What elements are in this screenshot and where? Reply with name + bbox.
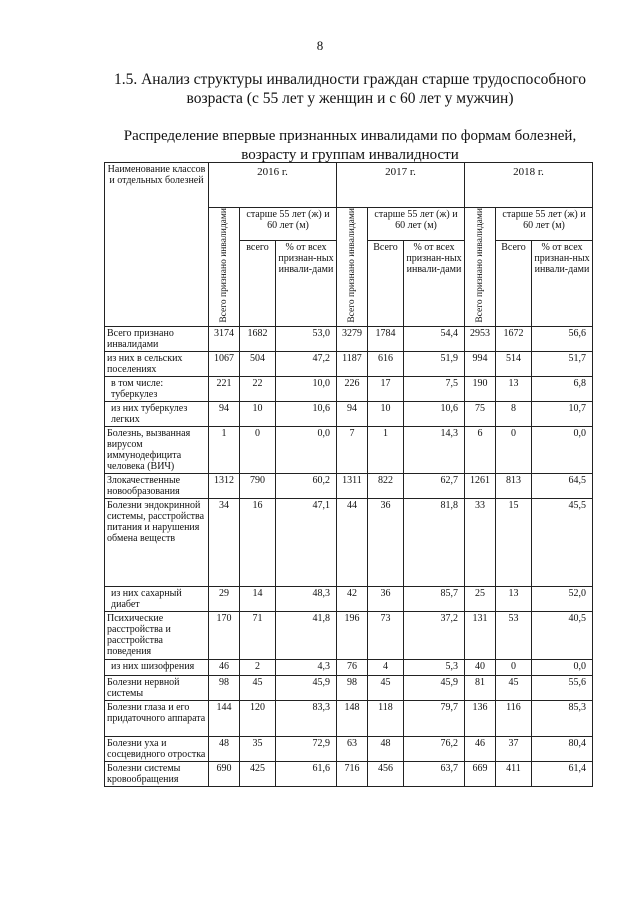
row-name: Болезни нервной системы [105,675,209,700]
table-title-line-1: Распределение впервые признанных инвалидами по формам болезней, [123,128,577,144]
value-cell: 44 [337,498,368,586]
value-cell: 33 [465,498,496,586]
row-name: Всего признано инвалидами [105,326,209,351]
pct-cell: 10,0 [276,376,337,401]
pct-cell: 41,8 [276,611,337,659]
header-older-2018: старше 55 лет (ж) и 60 лет (м) [496,208,593,241]
value-cell: 40 [465,659,496,675]
row-name: Болезни эндокринной системы, расстройства питания и нарушения обмена веществ [105,498,209,586]
value-cell: 2953 [465,326,496,351]
pct-cell: 53,0 [276,326,337,351]
header-all-2017: Всего [368,241,404,326]
table-row [105,376,593,401]
header-row-years [105,163,593,208]
value-cell: 34 [209,498,240,586]
header-older-2017: старше 55 лет (ж) и 60 лет (м) [368,208,465,241]
value-cell: 71 [240,611,276,659]
table-row [105,426,593,473]
value-cell: 1311 [337,473,368,498]
pct-cell: 85,7 [404,586,465,611]
pct-cell: 0,0 [532,426,593,473]
value-cell: 2 [240,659,276,675]
value-cell: 94 [337,401,368,426]
row-name: Болезни глаза и его придаточного аппарата [105,700,209,736]
pct-cell: 10,7 [532,401,593,426]
pct-cell: 83,3 [276,700,337,736]
row-name: из них в сельских поселениях [105,351,209,376]
value-cell: 1 [209,426,240,473]
value-cell: 1312 [209,473,240,498]
value-cell: 15 [496,498,532,586]
table-row [105,700,593,736]
value-cell: 81 [465,675,496,700]
value-cell: 690 [209,761,240,786]
value-cell: 425 [240,761,276,786]
pct-cell: 51,9 [404,351,465,376]
value-cell: 136 [465,700,496,736]
pct-cell: 60,2 [276,473,337,498]
pct-cell: 45,5 [532,498,593,586]
value-cell: 25 [465,586,496,611]
value-cell: 1261 [465,473,496,498]
value-cell: 994 [465,351,496,376]
pct-cell: 47,2 [276,351,337,376]
value-cell: 10 [368,401,404,426]
pct-cell: 81,8 [404,498,465,586]
value-cell: 45 [496,675,532,700]
pct-cell: 45,9 [276,675,337,700]
pct-cell: 7,5 [404,376,465,401]
value-cell: 1 [368,426,404,473]
value-cell: 411 [496,761,532,786]
table-row [105,761,593,786]
table-title [100,127,600,165]
row-name: Болезнь, вызванная вирусом иммунодефицита человека (ВИЧ) [105,426,209,473]
section-title [90,70,610,108]
value-cell: 190 [465,376,496,401]
header-all-2018: Всего [496,241,532,326]
table-row [105,586,593,611]
value-cell: 36 [368,498,404,586]
value-cell: 14 [240,586,276,611]
disability-table [104,162,593,787]
pct-cell: 61,4 [532,761,593,786]
value-cell: 6 [465,426,496,473]
value-cell: 790 [240,473,276,498]
value-cell: 73 [368,611,404,659]
pct-cell: 5,3 [404,659,465,675]
value-cell: 3279 [337,326,368,351]
pct-cell: 63,7 [404,761,465,786]
row-name: из них шизофрения [105,659,209,675]
value-cell: 3174 [209,326,240,351]
table-row [105,659,593,675]
pct-cell: 51,7 [532,351,593,376]
page-number: 8 [316,38,324,53]
pct-cell: 64,5 [532,473,593,498]
table-row [105,351,593,376]
header-pct-2016: % от всех признан-ных инвали-дами [276,241,337,326]
header-name-col: Наименование классов и отдельных болезней [105,163,209,327]
pct-cell: 79,7 [404,700,465,736]
value-cell: 13 [496,376,532,401]
pct-cell: 56,6 [532,326,593,351]
value-cell: 94 [209,401,240,426]
table-row [105,401,593,426]
value-cell: 46 [209,659,240,675]
value-cell: 456 [368,761,404,786]
row-name: Болезни уха и сосцевидного отростка [105,736,209,761]
value-cell: 48 [368,736,404,761]
value-cell: 17 [368,376,404,401]
value-cell: 42 [337,586,368,611]
value-cell: 1187 [337,351,368,376]
pct-cell: 45,9 [404,675,465,700]
pct-cell: 6,8 [532,376,593,401]
section-title-line-1: 1.5. Анализ структуры инвалидности граждан старше трудоспособного [113,71,587,88]
pct-cell: 80,4 [532,736,593,761]
header-year-2016: 2016 г. [209,163,337,208]
header-year-2017: 2017 г. [337,163,465,208]
value-cell: 8 [496,401,532,426]
value-cell: 813 [496,473,532,498]
pct-cell: 52,0 [532,586,593,611]
value-cell: 118 [368,700,404,736]
header-pct-2018: % от всех признан-ных инвали-дами [532,241,593,326]
value-cell: 75 [465,401,496,426]
value-cell: 22 [240,376,276,401]
value-cell: 669 [465,761,496,786]
value-cell: 7 [337,426,368,473]
row-name: из них сахарный диабет [105,586,209,611]
value-cell: 36 [368,586,404,611]
pct-cell: 54,4 [404,326,465,351]
value-cell: 116 [496,700,532,736]
table-row [105,498,593,586]
value-cell: 0 [496,426,532,473]
value-cell: 170 [209,611,240,659]
table-row [105,675,593,700]
table-row [105,473,593,498]
value-cell: 131 [465,611,496,659]
header-older-2016: старше 55 лет (ж) и 60 лет (м) [240,208,337,241]
header-total-2017: Всего признано инвалидами [337,208,368,327]
value-cell: 76 [337,659,368,675]
value-cell: 45 [368,675,404,700]
value-cell: 514 [496,351,532,376]
value-cell: 822 [368,473,404,498]
value-cell: 1784 [368,326,404,351]
pct-cell: 37,2 [404,611,465,659]
value-cell: 29 [209,586,240,611]
row-name: Психические расстройства и расстройства поведения [105,611,209,659]
value-cell: 46 [465,736,496,761]
table-row [105,326,593,351]
value-cell: 716 [337,761,368,786]
value-cell: 616 [368,351,404,376]
value-cell: 1682 [240,326,276,351]
value-cell: 4 [368,659,404,675]
value-cell: 48 [209,736,240,761]
pct-cell: 10,6 [404,401,465,426]
table-title-line-2: возрасту и группам инвалидности [241,147,459,163]
row-name: в том числе: туберкулез [105,376,209,401]
value-cell: 221 [209,376,240,401]
pct-cell: 47,1 [276,498,337,586]
value-cell: 148 [337,700,368,736]
value-cell: 1672 [496,326,532,351]
value-cell: 504 [240,351,276,376]
value-cell: 63 [337,736,368,761]
row-name: Болезни системы кровообращения [105,761,209,786]
table-row [105,736,593,761]
value-cell: 98 [337,675,368,700]
pct-cell: 0,0 [532,659,593,675]
value-cell: 13 [496,586,532,611]
pct-cell: 4,3 [276,659,337,675]
table-row [105,611,593,659]
value-cell: 1067 [209,351,240,376]
value-cell: 35 [240,736,276,761]
pct-cell: 61,6 [276,761,337,786]
value-cell: 45 [240,675,276,700]
value-cell: 10 [240,401,276,426]
pct-cell: 72,9 [276,736,337,761]
value-cell: 98 [209,675,240,700]
pct-cell: 10,6 [276,401,337,426]
value-cell: 37 [496,736,532,761]
value-cell: 226 [337,376,368,401]
pct-cell: 48,3 [276,586,337,611]
value-cell: 16 [240,498,276,586]
pct-cell: 55,6 [532,675,593,700]
row-name: из них туберкулез легких [105,401,209,426]
pct-cell: 40,5 [532,611,593,659]
row-name: Злокачественные новообразования [105,473,209,498]
value-cell: 196 [337,611,368,659]
value-cell: 120 [240,700,276,736]
pct-cell: 14,3 [404,426,465,473]
pct-cell: 76,2 [404,736,465,761]
header-total-2016: Всего признано инвалидами [209,208,240,327]
header-all-2016: всего [240,241,276,326]
value-cell: 144 [209,700,240,736]
pct-cell: 0,0 [276,426,337,473]
section-title-line-2: возраста (с 55 лет у женщин и с 60 лет у мужчин) [186,90,514,107]
header-total-2018: Всего признано инвалидами [465,208,496,327]
value-cell: 0 [496,659,532,675]
pct-cell: 62,7 [404,473,465,498]
pct-cell: 85,3 [532,700,593,736]
value-cell: 0 [240,426,276,473]
header-year-2018: 2018 г. [465,163,593,208]
header-pct-2017: % от всех признан-ных инвали-дами [404,241,465,326]
value-cell: 53 [496,611,532,659]
